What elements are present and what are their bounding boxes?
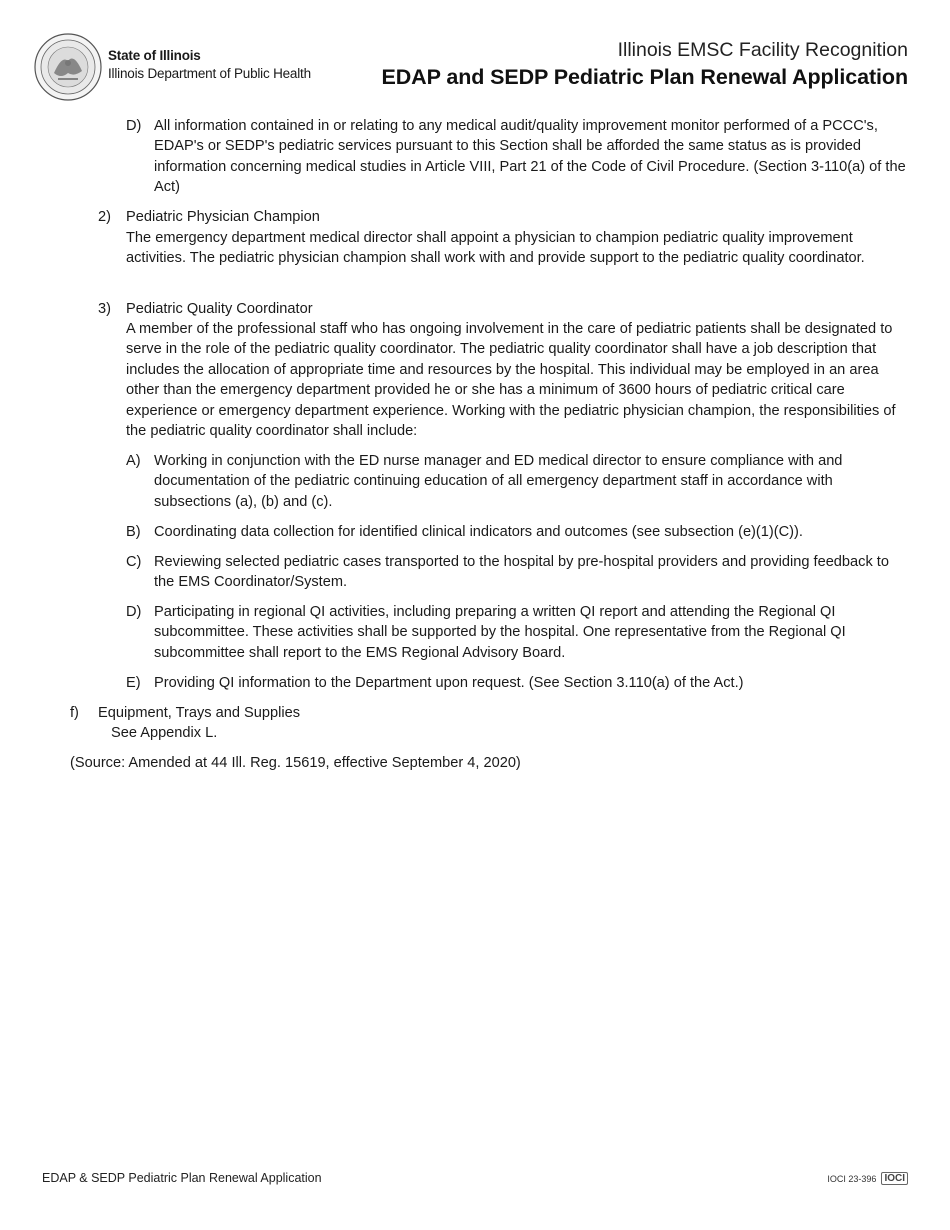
sub-item-text: Participating in regional QI activities, including preparing a written QI report and attending the Regional QI subcommittee. These activities shall be supported by the hospital. One representative from the Regional QI subcommittee shall report to the EMS Regional Advisory Board. [154,604,846,661]
source-note: (Source: Amended at 44 Ill. Reg. 15619, effective September 4, 2020) [70,755,521,771]
form-code-text: IOCI 23-396 [827,1173,877,1184]
item-3-heading: Pediatric Quality Coordinator [126,301,313,317]
org-line-2: Illinois Department of Public Health [108,66,311,81]
org-line-1: State of Illinois [108,48,201,63]
sub-item-label: A) [126,453,141,469]
page-title: EDAP and SEDP Pediatric Plan Renewal Application [381,65,908,89]
sub-item-label: C) [126,554,142,570]
item-2-label: 2) [98,209,111,225]
agency-logo [34,33,328,103]
sub-item-text: Working in conjunction with the ED nurse manager and ED medical director to ensure compliance with and documentation of the pediatric continuing education of all emergency department staff in accordance with subsections (a), (b) and (c). [154,453,843,510]
item-2-heading: Pediatric Physician Champion [126,209,320,225]
item-3-text: A member of the professional staff who has ongoing involvement in the care of pediatric patients shall be designated to serve in the role of the pediatric quality coordinator. The pediatric quality coordinator shall have a job description that includes the allocation of appropriate time and resources by the hospital. This individual may be employed in an area other than the emergency department provided he or she has a minimum of 3600 hours of pediatric critical care experience or emergency department experience. Working with the pediatric physician champion, the responsibilities of the pediatric quality coordinator shall include: [126,321,896,440]
sub-item-text: Providing QI information to the Department upon request. (See Section 3.110(a) of the Act.) [154,675,744,691]
item-d-label: D) [126,118,142,134]
item-f-label: f) [70,705,79,721]
footer-form-code [827,1172,908,1185]
item-f-text: See Appendix L. [111,725,218,741]
sub-item-text: Reviewing selected pediatric cases transported to the hospital by pre-hospital providers and providing feedback to the EMS Coordinator/System. [154,554,889,591]
sub-item-label: D) [126,604,142,620]
state-seal-icon [34,33,102,101]
item-3-label: 3) [98,301,111,317]
footer-doc-name: EDAP & SEDP Pediatric Plan Renewal Application [42,1171,322,1185]
sub-item-label: E) [126,675,141,691]
page-subtitle: Illinois EMSC Facility Recognition [617,39,908,61]
item-2-text: The emergency department medical director shall appoint a physician to champion pediatric quality improvement activities. The pediatric physician champion shall work with and provide support to the pediatric quality coordinator. [126,230,865,267]
item-d-text: All information contained in or relating to any medical audit/quality improvement monitor performed of a PCCC's, EDAP's or SEDP's pediatric services pursuant to this Section shall be afforded the same status as is provided information concerning medical studies in Article VIII, Part 21 of the Code of Civil Procedure. (Section 3-110(a) of the Act) [154,118,906,196]
item-f-heading: Equipment, Trays and Supplies [98,705,300,721]
sub-item-label: B) [126,524,141,540]
ioci-logo-icon: IOCI [881,1172,908,1185]
sub-item-text: Coordinating data collection for identified clinical indicators and outcomes (see subsection (e)(1)(C)). [154,524,803,540]
